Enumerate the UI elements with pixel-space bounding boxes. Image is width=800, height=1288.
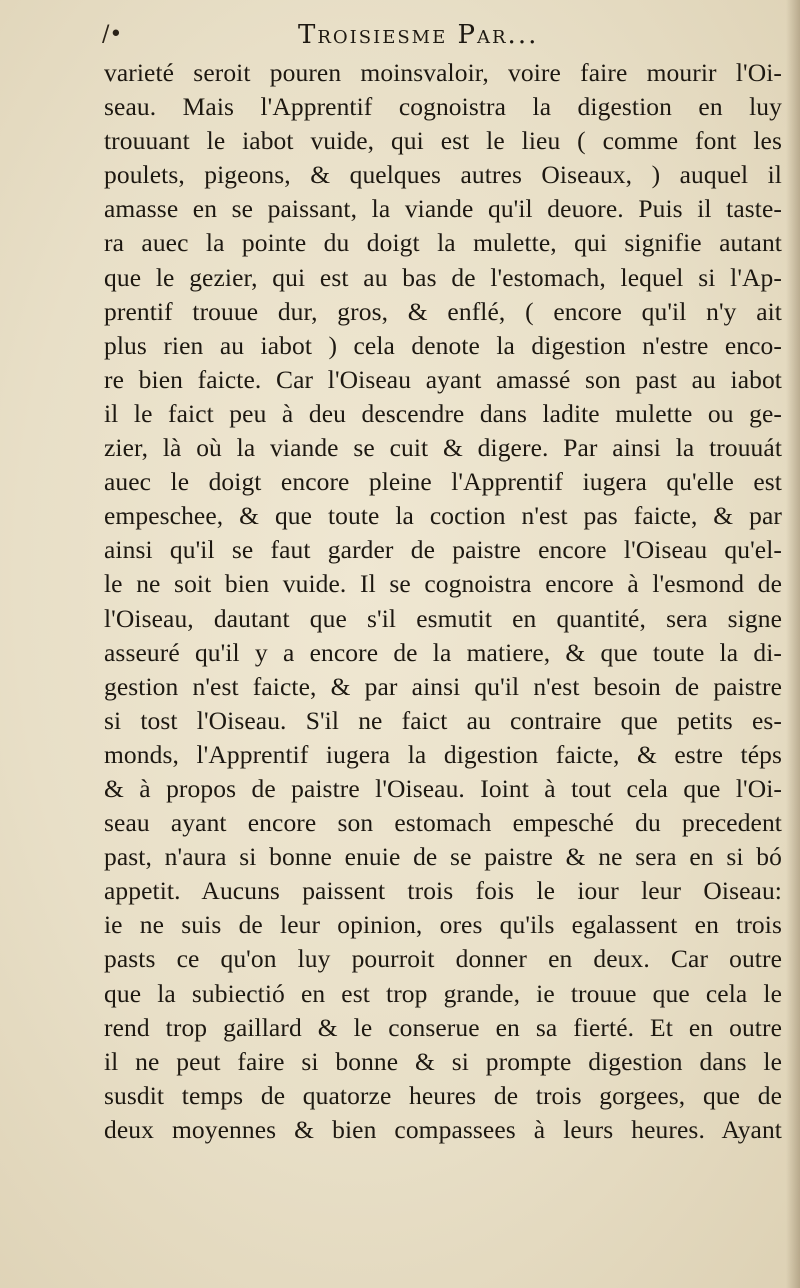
text-line: le ne soit bien vuide. Il se cognoistra encore à l'esmond de	[104, 569, 782, 599]
text-line: seau ayant encore son estomach empesché du precedent	[104, 808, 782, 838]
text-line: ra auec la pointe du doigt la mulette, qui signifie autant	[104, 228, 782, 258]
text-line: poulets, pigeons, & quelques autres Oiseaux, ) auquel il	[104, 160, 782, 190]
text-line: il le faict peu à deu descendre dans ladite mulette ou ge-	[104, 398, 782, 428]
text-line: re bien faicte. Car l'Oiseau ayant amassé son past au iabot	[104, 364, 782, 394]
text-line: que le gezier, qui est au bas de l'estomach, lequel si l'Ap-	[104, 262, 782, 292]
text-line: pasts ce qu'on luy pourroit donner en deux. Car outre	[104, 944, 782, 974]
folio-mark: /•	[102, 22, 123, 47]
text-line: il ne peut faire si bonne & si prompte digestion dans le	[104, 1046, 782, 1076]
text-line: susdit temps de quatorze heures de trois gorgees, que de	[104, 1080, 782, 1110]
text-line: amasse en se paissant, la viande qu'il deuore. Puis il taste-	[104, 194, 782, 224]
text-line: si tost l'Oiseau. S'il ne faict au contraire que petits es-	[104, 705, 782, 735]
text-line: empeschee, & que toute la coction n'est pas faicte, & par	[104, 501, 782, 531]
page-header	[102, 20, 662, 50]
text-line: que la subiectió en est trop grande, ie trouue que cela le	[104, 978, 782, 1008]
text-line: gestion n'est faicte, & par ainsi qu'il n'est besoin de paistre	[104, 671, 782, 701]
text-line: plus rien au iabot ) cela denote la digestion n'estre enco-	[104, 330, 782, 360]
text-line: past, n'aura si bonne enuie de se paistre & ne sera en si bó	[104, 842, 782, 872]
text-line: rend trop gaillard & le conserue en sa fierté. Et en outre	[104, 1012, 782, 1042]
text-line: deux moyennes & bien compassees à leurs heures. Ayant	[104, 1114, 782, 1144]
body-text	[104, 56, 782, 1147]
text-line: seau. Mais l'Apprentif cognoistra la digestion en luy	[104, 92, 782, 122]
page-edge-shadow	[786, 0, 800, 1288]
running-head: Troisiesme Par...	[298, 20, 539, 50]
text-line: ainsi qu'il se faut garder de paistre encore l'Oiseau qu'el-	[104, 535, 782, 565]
text-line: monds, l'Apprentif iugera la digestion faicte, & estre téps	[104, 739, 782, 769]
text-line: asseuré qu'il y a encore de la matiere, & que toute la di-	[104, 637, 782, 667]
text-line: ie ne suis de leur opinion, ores qu'ils egalassent en trois	[104, 910, 782, 940]
text-line: auec le doigt encore pleine l'Apprentif iugera qu'elle est	[104, 467, 782, 497]
text-line: zier, là où la viande se cuit & digere. Par ainsi la trouuát	[104, 433, 782, 463]
text-line: appetit. Aucuns paissent trois fois le iour leur Oiseau:	[104, 876, 782, 906]
text-line: trouuant le iabot vuide, qui est le lieu ( comme font les	[104, 126, 782, 156]
text-line: varieté seroit pouren moinsvaloir, voire faire mourir l'Oi-	[104, 58, 782, 87]
text-line: prentif trouue dur, gros, & enflé, ( encore qu'il n'y ait	[104, 296, 782, 326]
text-line: l'Oiseau, dautant que s'il esmutit en quantité, sera signe	[104, 603, 782, 633]
text-line: & à propos de paistre l'Oiseau. Ioint à tout cela que l'Oi-	[104, 773, 782, 803]
